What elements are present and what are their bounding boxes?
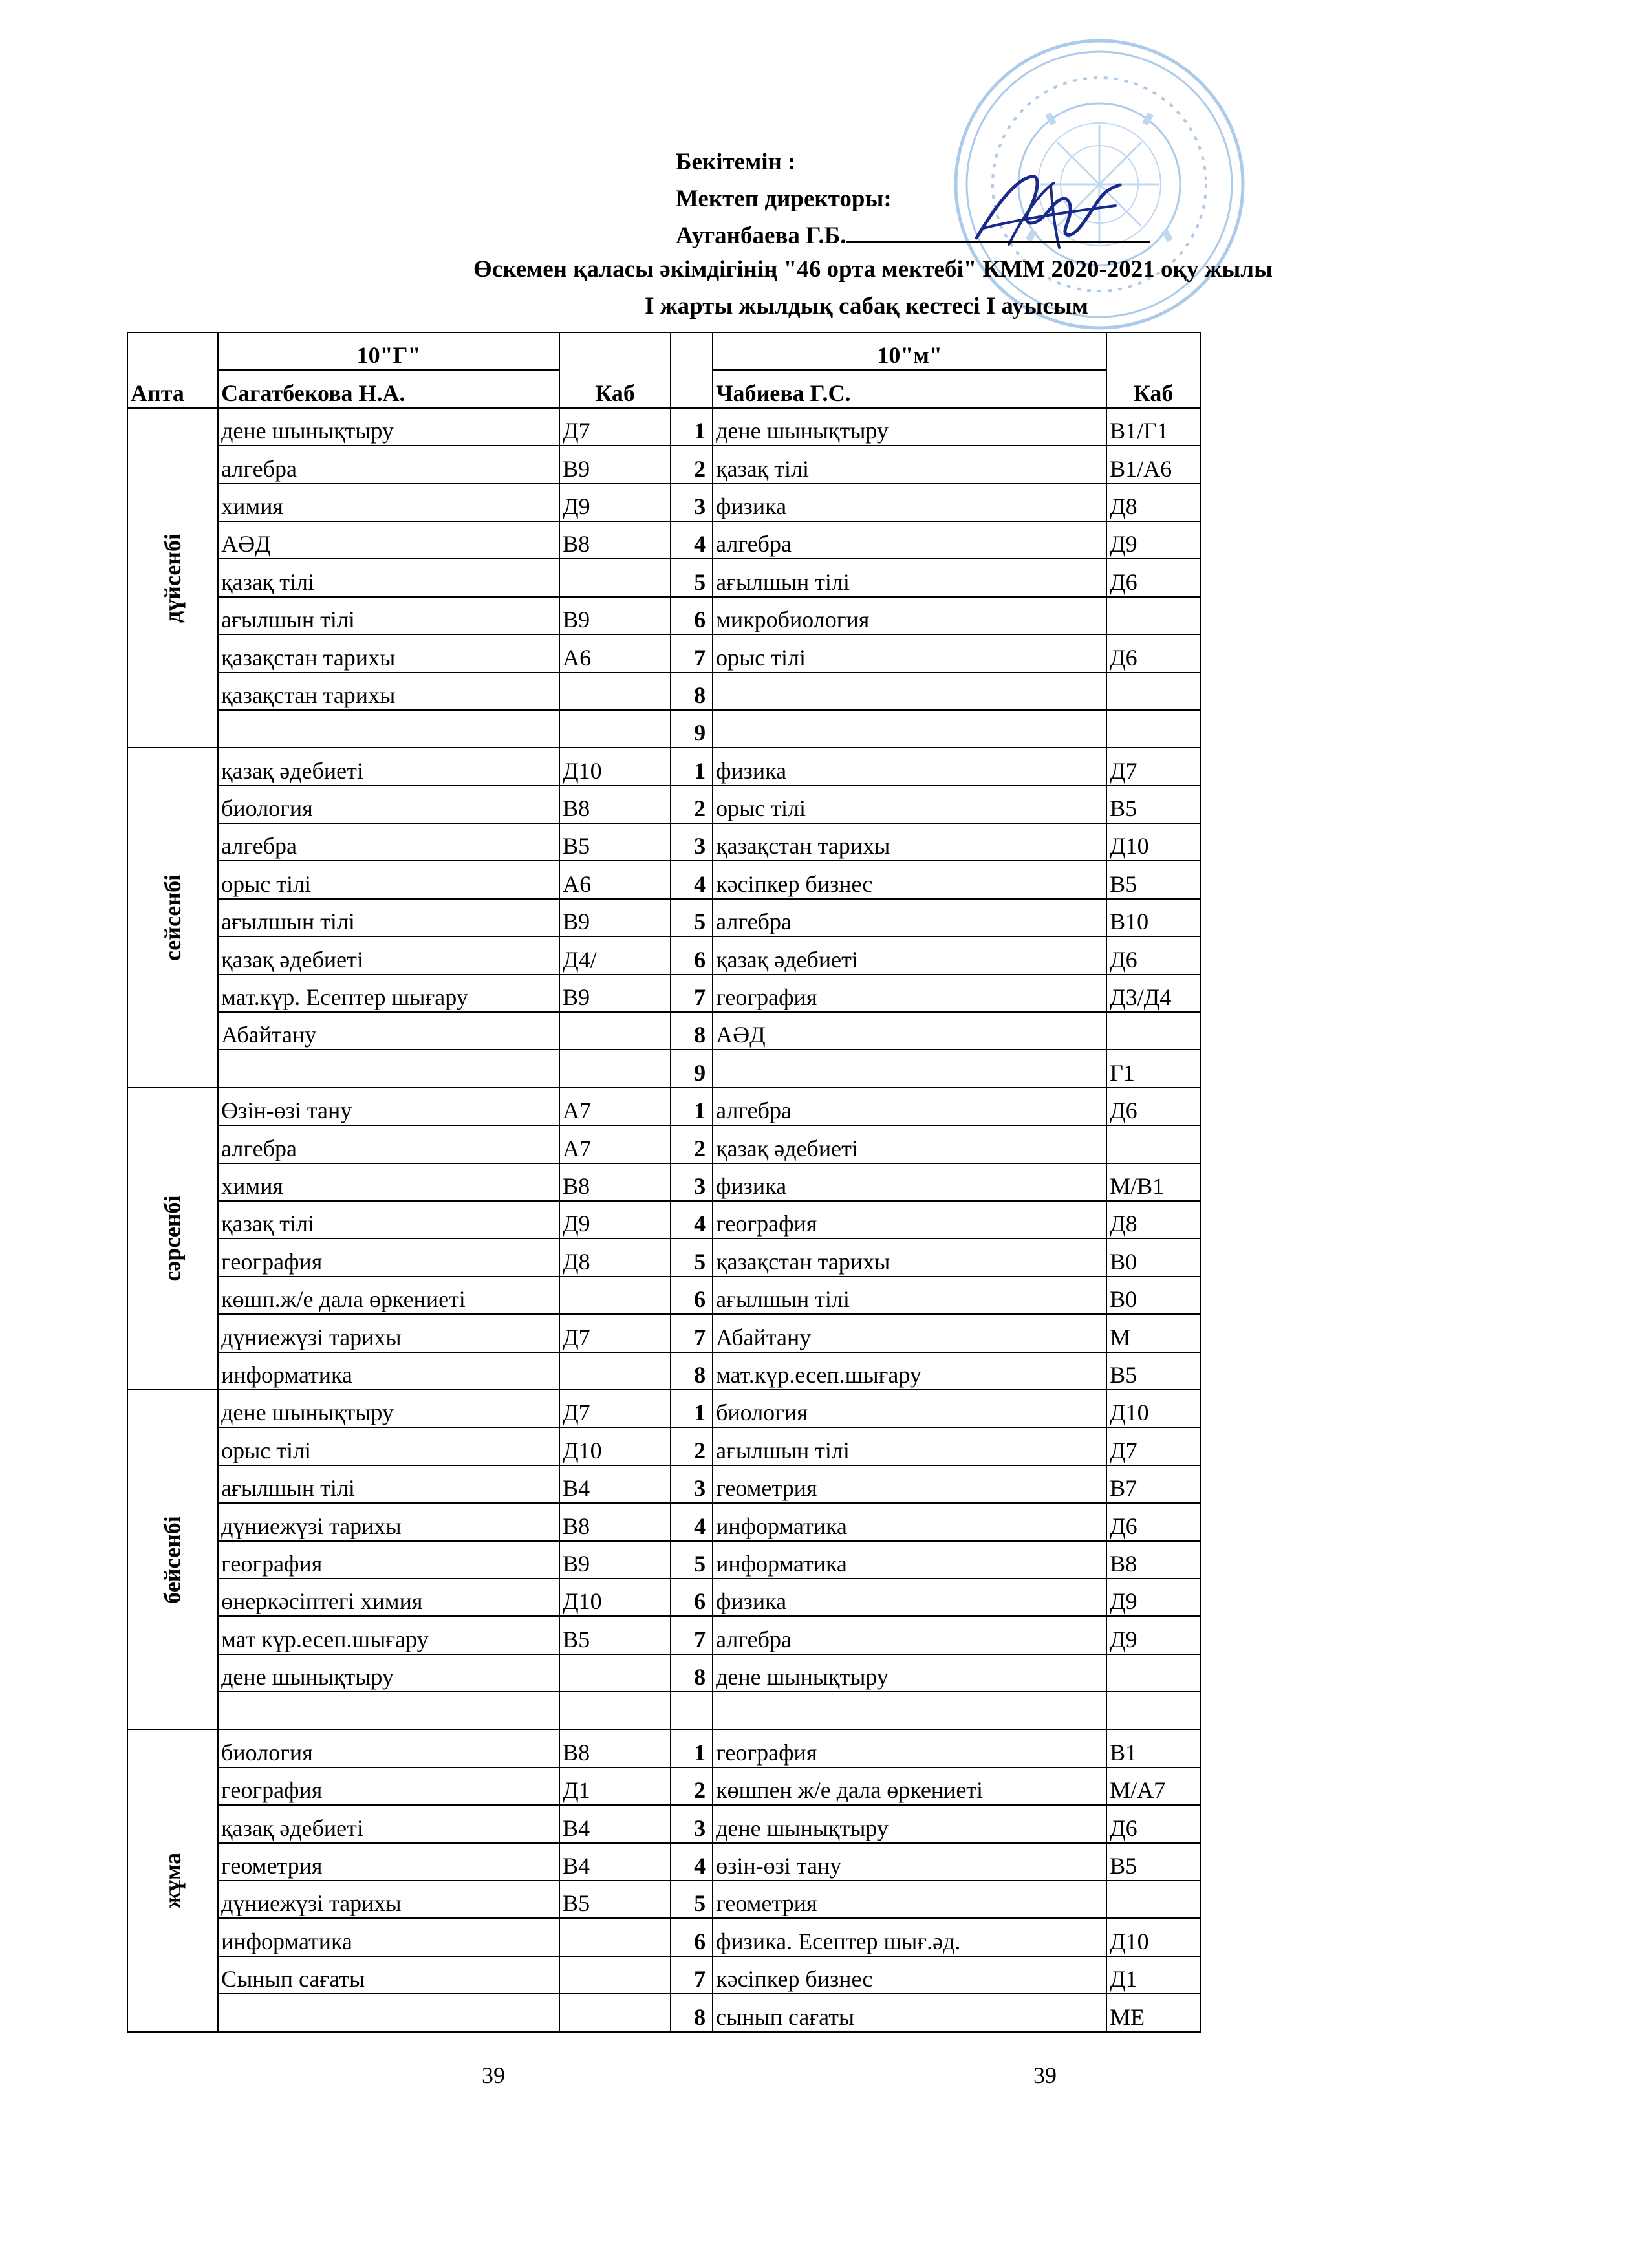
approval-block (676, 144, 1150, 254)
subject-b: геометрия (713, 1881, 1106, 1918)
room-b (1106, 710, 1200, 748)
subject-a: қазақстан тарихы (218, 634, 559, 672)
room-a: В9 (559, 975, 671, 1012)
subject-a: ағылшын тілі (218, 597, 559, 634)
lesson-number: 3 (671, 484, 713, 521)
room-b: В5 (1106, 1352, 1200, 1390)
document-title: Өскемен қаласы әкімдігінің "46 орта мектебі" КММ 2020-2021 оқу жылы (473, 256, 1273, 283)
subject-b: ағылшын тілі (713, 559, 1106, 596)
room-a: В5 (559, 1881, 671, 1918)
subject-a: қазақ әдебиеті (218, 1805, 559, 1842)
table-row (127, 1994, 1200, 2031)
director-name: Ауганбаева Г.Б. (676, 222, 846, 249)
room-a: Д10 (559, 1579, 671, 1616)
subject-b: Абайтану (713, 1314, 1106, 1352)
room-b: Д7 (1106, 1427, 1200, 1465)
table-row (127, 634, 1200, 672)
room-b (1106, 1012, 1200, 1050)
room-b: Д6 (1106, 1503, 1200, 1540)
subject-a: дене шынықтыру (218, 1390, 559, 1427)
room-a (559, 1050, 671, 1087)
lesson-number: 1 (671, 408, 713, 446)
day-cell (127, 1729, 218, 2031)
header-kab-a: Каб (559, 332, 671, 408)
subject-a: алгебра (218, 1125, 559, 1163)
table-row (127, 597, 1200, 634)
room-b: Д9 (1106, 1616, 1200, 1654)
table-row (127, 1390, 1200, 1427)
room-b: Д6 (1106, 634, 1200, 672)
lesson-number: 3 (671, 1465, 713, 1503)
day-label: сәрсенбі (160, 1195, 186, 1282)
room-a: Д8 (559, 1238, 671, 1276)
table-row (127, 1163, 1200, 1201)
room-b: В5 (1106, 861, 1200, 898)
subject-a: дүниежүзі тарихы (218, 1503, 559, 1540)
lesson-number: 8 (671, 1994, 713, 2031)
room-b (1106, 597, 1200, 634)
lesson-number: 6 (671, 597, 713, 634)
lesson-number: 5 (671, 1541, 713, 1579)
room-b: Д9 (1106, 521, 1200, 559)
room-a (559, 673, 671, 710)
table-row (127, 899, 1200, 936)
room-a: А7 (559, 1088, 671, 1125)
lesson-number: 6 (671, 1277, 713, 1314)
table-row (127, 1277, 1200, 1314)
header-day-column: Апта (127, 332, 218, 408)
table-row (127, 1654, 1200, 1692)
room-b: Д7 (1106, 748, 1200, 785)
subject-a: дене шынықтыру (218, 408, 559, 446)
room-b: М (1106, 1314, 1200, 1352)
lesson-number: 9 (671, 710, 713, 748)
document-subtitle: І жарты жылдық сабақ кестесі І ауысым (645, 293, 1088, 319)
room-b: Д6 (1106, 936, 1200, 974)
room-b: Д8 (1106, 1201, 1200, 1238)
room-b (1106, 1692, 1200, 1729)
subject-a: дене шынықтыру (218, 1654, 559, 1692)
room-a: Д7 (559, 1314, 671, 1352)
signature-line (846, 222, 1150, 243)
lesson-number: 4 (671, 1201, 713, 1238)
subject-a: қазақ әдебиеті (218, 936, 559, 974)
room-a: В9 (559, 597, 671, 634)
table-row (127, 1541, 1200, 1579)
lesson-number: 8 (671, 673, 713, 710)
subject-a: информатика (218, 1352, 559, 1390)
table-row (127, 1729, 1200, 1767)
room-a: В5 (559, 823, 671, 861)
subject-a: алгебра (218, 446, 559, 483)
subject-a: биология (218, 1729, 559, 1767)
total-lessons-a: 39 (482, 2062, 505, 2088)
subject-a: Өзін-өзі тану (218, 1088, 559, 1125)
schedule-table (127, 332, 1201, 2033)
room-a: В9 (559, 1541, 671, 1579)
total-lessons-b: 39 (1033, 2062, 1057, 2088)
subject-b: алгебра (713, 1616, 1106, 1654)
subject-a: орыс тілі (218, 861, 559, 898)
room-b (1106, 1654, 1200, 1692)
lesson-number: 3 (671, 823, 713, 861)
subject-b: ағылшын тілі (713, 1277, 1106, 1314)
lesson-number: 4 (671, 1503, 713, 1540)
lesson-number: 2 (671, 1125, 713, 1163)
subject-b: мат.күр.есеп.шығару (713, 1352, 1106, 1390)
day-label: дүйсенбі (160, 533, 186, 623)
room-a (559, 710, 671, 748)
lesson-number: 6 (671, 936, 713, 974)
subject-b: микробиология (713, 597, 1106, 634)
room-b: В7 (1106, 1465, 1200, 1503)
subject-a: АӘД (218, 521, 559, 559)
table-row (127, 1427, 1200, 1465)
lesson-number: 1 (671, 1088, 713, 1125)
room-a: А7 (559, 1125, 671, 1163)
table-row (127, 1503, 1200, 1540)
subject-a: қазақ тілі (218, 1201, 559, 1238)
lesson-number: 3 (671, 1805, 713, 1842)
room-a (559, 1692, 671, 1729)
table-row (127, 1881, 1200, 1918)
room-b: Д8 (1106, 484, 1200, 521)
lesson-number: 4 (671, 861, 713, 898)
table-row (127, 1088, 1200, 1125)
room-b: В0 (1106, 1238, 1200, 1276)
room-b: Д6 (1106, 1088, 1200, 1125)
room-b: МЕ (1106, 1994, 1200, 2031)
lesson-number: 5 (671, 559, 713, 596)
room-a: В8 (559, 786, 671, 823)
subject-b (713, 1050, 1106, 1087)
room-a (559, 1352, 671, 1390)
table-row (127, 1616, 1200, 1654)
subject-b: қазақ әдебиеті (713, 1125, 1106, 1163)
lesson-number: 9 (671, 1050, 713, 1087)
subject-a: Сынып сағаты (218, 1956, 559, 1994)
approval-line-1: Бекітемін : (676, 149, 796, 175)
room-b: В1/Г1 (1106, 408, 1200, 446)
lesson-number: 4 (671, 1843, 713, 1881)
subject-a: дүниежүзі тарихы (218, 1314, 559, 1352)
subject-b: сынып сағаты (713, 1994, 1106, 2031)
subject-a (218, 710, 559, 748)
subject-b: физика. Есептер шығ.әд. (713, 1918, 1106, 1956)
subject-a: алгебра (218, 823, 559, 861)
day-label: бейсенбі (160, 1515, 186, 1604)
subject-b: қазақ тілі (713, 446, 1106, 483)
day-label: сейсенбі (160, 874, 186, 962)
schedule-body (127, 332, 1200, 2032)
lesson-number: 2 (671, 1427, 713, 1465)
lesson-number: 8 (671, 1012, 713, 1050)
room-a (559, 1654, 671, 1692)
room-a: В4 (559, 1805, 671, 1842)
table-row (127, 1918, 1200, 1956)
room-a: В9 (559, 446, 671, 483)
room-a (559, 1994, 671, 2031)
day-cell (127, 408, 218, 748)
subject-a: география (218, 1767, 559, 1805)
subject-a: геометрия (218, 1843, 559, 1881)
day-cell (127, 1088, 218, 1390)
room-a: В8 (559, 1163, 671, 1201)
room-a: В4 (559, 1843, 671, 1881)
room-a: Д7 (559, 408, 671, 446)
room-a: Д9 (559, 1201, 671, 1238)
room-b: В0 (1106, 1277, 1200, 1314)
room-a (559, 1012, 671, 1050)
subject-b: орыс тілі (713, 786, 1106, 823)
subject-a: география (218, 1238, 559, 1276)
lesson-number: 1 (671, 748, 713, 785)
subject-a: көшп.ж/е дала өркениеті (218, 1277, 559, 1314)
header-class-b: 10"м" (713, 332, 1106, 370)
table-row (127, 1125, 1200, 1163)
room-b: Д10 (1106, 1390, 1200, 1427)
subject-a (218, 1050, 559, 1087)
table-row (127, 1050, 1200, 1087)
subject-b: физика (713, 1163, 1106, 1201)
subject-b: география (713, 1201, 1106, 1238)
room-a (559, 1277, 671, 1314)
header-teacher-b: Чабиева Г.С. (713, 370, 1106, 407)
lesson-number: 8 (671, 1654, 713, 1692)
subject-b: физика (713, 1579, 1106, 1616)
approval-line-2: Мектеп директоры: (676, 186, 892, 212)
room-b: М/А7 (1106, 1767, 1200, 1805)
subject-b: география (713, 1729, 1106, 1767)
subject-a (218, 1692, 559, 1729)
subject-a (218, 1994, 559, 2031)
room-a: А6 (559, 634, 671, 672)
subject-b: информатика (713, 1503, 1106, 1540)
room-a: В9 (559, 899, 671, 936)
table-row (127, 786, 1200, 823)
lesson-number: 2 (671, 446, 713, 483)
subject-a: қазақ тілі (218, 559, 559, 596)
lesson-number: 6 (671, 1918, 713, 1956)
subject-b: өзін-өзі тану (713, 1843, 1106, 1881)
table-row (127, 710, 1200, 748)
table-row (127, 1314, 1200, 1352)
approval-line-3 (676, 217, 1150, 254)
table-row (127, 484, 1200, 521)
room-a: В5 (559, 1616, 671, 1654)
subject-b (713, 1692, 1106, 1729)
room-a: Д9 (559, 484, 671, 521)
room-b: Д6 (1106, 1805, 1200, 1842)
table-row (127, 1956, 1200, 1994)
subject-b (713, 673, 1106, 710)
room-a: Д10 (559, 1427, 671, 1465)
day-cell (127, 1390, 218, 1730)
table-row (127, 1201, 1200, 1238)
table-row (127, 748, 1200, 785)
lesson-number: 8 (671, 1352, 713, 1390)
subject-b: геометрия (713, 1465, 1106, 1503)
subject-b (713, 710, 1106, 748)
subject-b: кәсіпкер бизнес (713, 1956, 1106, 1994)
table-row (127, 823, 1200, 861)
subject-b: алгебра (713, 899, 1106, 936)
room-a: В8 (559, 1503, 671, 1540)
room-b: Д10 (1106, 823, 1200, 861)
subject-b: алгебра (713, 1088, 1106, 1125)
table-row (127, 446, 1200, 483)
subject-a: қазақстан тарихы (218, 673, 559, 710)
lesson-number: 1 (671, 1729, 713, 1767)
room-b: М/В1 (1106, 1163, 1200, 1201)
subject-a: биология (218, 786, 559, 823)
subject-a: география (218, 1541, 559, 1579)
table-row (127, 408, 1200, 446)
room-b: Д9 (1106, 1579, 1200, 1616)
subject-a: ағылшын тілі (218, 899, 559, 936)
table-row (127, 1843, 1200, 1881)
subject-b: география (713, 975, 1106, 1012)
table-row (127, 1767, 1200, 1805)
room-b: Д6 (1106, 559, 1200, 596)
lesson-number: 5 (671, 1238, 713, 1276)
lesson-number: 3 (671, 1163, 713, 1201)
header-row-1 (127, 332, 1200, 370)
room-b: В1 (1106, 1729, 1200, 1767)
lesson-number: 7 (671, 1956, 713, 1994)
header-kab-b: Каб (1106, 332, 1200, 408)
room-a: В8 (559, 1729, 671, 1767)
room-a: В4 (559, 1465, 671, 1503)
subject-a: өнеркәсіптегі химия (218, 1579, 559, 1616)
room-b (1106, 1125, 1200, 1163)
day-label: жұма (160, 1852, 186, 1909)
table-row (127, 1352, 1200, 1390)
room-b: Г1 (1106, 1050, 1200, 1087)
room-a (559, 1918, 671, 1956)
room-b: Д3/Д4 (1106, 975, 1200, 1012)
room-b: В5 (1106, 786, 1200, 823)
subject-b: кәсіпкер бизнес (713, 861, 1106, 898)
table-row (127, 559, 1200, 596)
subject-a: мат.күр. Есептер шығару (218, 975, 559, 1012)
table-row (127, 521, 1200, 559)
subject-a: Абайтану (218, 1012, 559, 1050)
lesson-number: 6 (671, 1579, 713, 1616)
subject-a: информатика (218, 1918, 559, 1956)
table-row (127, 1805, 1200, 1842)
room-b: В10 (1106, 899, 1200, 936)
lesson-number (671, 1692, 713, 1729)
table-row (127, 861, 1200, 898)
lesson-number: 5 (671, 1881, 713, 1918)
subject-b: информатика (713, 1541, 1106, 1579)
lesson-number: 7 (671, 1314, 713, 1352)
table-row (127, 1238, 1200, 1276)
lesson-number: 4 (671, 521, 713, 559)
header-teacher-a: Сагатбекова Н.А. (218, 370, 559, 407)
room-a: В8 (559, 521, 671, 559)
subject-b: АӘД (713, 1012, 1106, 1050)
room-a: Д7 (559, 1390, 671, 1427)
subject-b: көшпен ж/е дала өркениеті (713, 1767, 1106, 1805)
subject-b: қазақстан тарихы (713, 823, 1106, 861)
subject-b: дене шынықтыру (713, 1654, 1106, 1692)
lesson-number: 1 (671, 1390, 713, 1427)
subject-b: дене шынықтыру (713, 408, 1106, 446)
subject-a: химия (218, 1163, 559, 1201)
room-b: Д1 (1106, 1956, 1200, 1994)
lesson-number: 7 (671, 634, 713, 672)
subject-a: мат күр.есеп.шығару (218, 1616, 559, 1654)
header-number-column (671, 332, 713, 408)
room-a: Д10 (559, 748, 671, 785)
room-b (1106, 673, 1200, 710)
lesson-number: 7 (671, 1616, 713, 1654)
lesson-number: 5 (671, 899, 713, 936)
subject-b: қазақ әдебиеті (713, 936, 1106, 974)
lesson-number: 2 (671, 1767, 713, 1805)
room-b: В5 (1106, 1843, 1200, 1881)
subject-b: орыс тілі (713, 634, 1106, 672)
room-b: В8 (1106, 1541, 1200, 1579)
table-row (127, 1692, 1200, 1729)
subject-b: физика (713, 484, 1106, 521)
subject-a: орыс тілі (218, 1427, 559, 1465)
subject-a: химия (218, 484, 559, 521)
lesson-number: 7 (671, 975, 713, 1012)
subject-b: ағылшын тілі (713, 1427, 1106, 1465)
table-row (127, 1012, 1200, 1050)
table-row (127, 975, 1200, 1012)
room-a: Д1 (559, 1767, 671, 1805)
day-cell (127, 748, 218, 1088)
room-b: В1/А6 (1106, 446, 1200, 483)
header-class-a: 10"Г" (218, 332, 559, 370)
subject-a: ағылшын тілі (218, 1465, 559, 1503)
subject-b: қазақстан тарихы (713, 1238, 1106, 1276)
subject-a: қазақ әдебиеті (218, 748, 559, 785)
subject-b: физика (713, 748, 1106, 785)
table-row (127, 673, 1200, 710)
subject-a: дүниежүзі тарихы (218, 1881, 559, 1918)
lesson-number: 2 (671, 786, 713, 823)
subject-b: биология (713, 1390, 1106, 1427)
room-a (559, 559, 671, 596)
room-a (559, 1956, 671, 1994)
subject-b: дене шынықтыру (713, 1805, 1106, 1842)
room-a: А6 (559, 861, 671, 898)
table-row (127, 1579, 1200, 1616)
subject-b: алгебра (713, 521, 1106, 559)
table-row (127, 936, 1200, 974)
room-b: Д10 (1106, 1918, 1200, 1956)
table-row (127, 1465, 1200, 1503)
room-a: Д4/ (559, 936, 671, 974)
room-b (1106, 1881, 1200, 1918)
